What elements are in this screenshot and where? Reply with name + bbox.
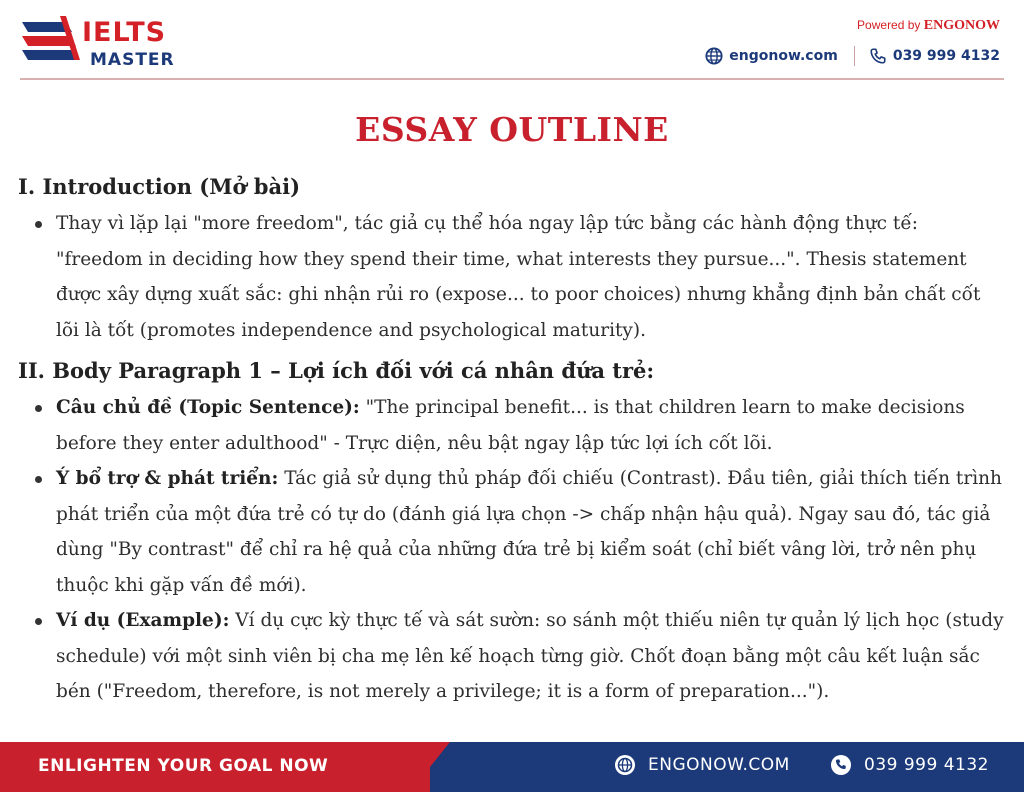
- list-item: [18, 461, 1008, 603]
- bullet-lead: Ví dụ (Example):: [56, 610, 230, 631]
- footer-phone-link[interactable]: 039 999 4132: [864, 755, 989, 775]
- outline-content: [18, 172, 1008, 718]
- bullet-text: Thay vì lặp lại "more freedom", tác giả cụ thể hóa ngay lập tức bằng các hành động thực tế: "freedom in deciding how they spend their time, what interests they pursue...". Thesis statement được xây dựng xuất sắc: ghi nhận rủi ro (expose... to poor choices) nhưng khẳng định bản chất cốt lõi là tốt (promotes independence and psychological maturity).: [56, 213, 981, 341]
- ielts-master-logo[interactable]: [20, 14, 190, 70]
- logo-text-top: IELTS: [82, 17, 167, 48]
- phone-icon: [869, 47, 887, 65]
- section-body-paragraph-1: [18, 356, 1008, 710]
- powered-by-label: [857, 18, 1000, 34]
- bullet-list: [18, 206, 1008, 348]
- footer-website[interactable]: [614, 754, 790, 776]
- logo-text-bottom: MASTER: [90, 50, 175, 70]
- globe-icon: [614, 754, 636, 776]
- bullet-text: Ví dụ cực kỳ thực tế và sát sườn: so sánh một thiếu niên tự quản lý lịch học (study schedule) với một sinh viên bị cha mẹ lên kế hoạch từng giờ. Chốt đoạn bằng một câu kết luận sắc bén ("Freedom, therefore, is not merely a privilege; it is a form of preparation...").: [56, 610, 1004, 702]
- footer-phone[interactable]: [830, 754, 989, 776]
- header-divider: [20, 78, 1004, 80]
- bullet-text: Tác giả sử dụng thủ pháp đối chiếu (Contrast). Đầu tiên, giải thích tiến trình phát triển của một đứa trẻ có tự do (đánh giá lựa chọn -> chấp nhận hậu quả). Ngay sau đó, tác giả dùng "By contrast" để chỉ ra hệ quả của những đứa trẻ bị kiểm soát (chỉ biết vâng lời, trở nên phụ thuộc khi gặp vấn đề mới).: [56, 468, 1002, 596]
- list-item: [18, 390, 1008, 461]
- section-heading: II. Body Paragraph 1 – Lợi ích đối với cá nhân đứa trẻ:: [18, 358, 655, 383]
- bullet-lead: Câu chủ đề (Topic Sentence):: [56, 397, 360, 418]
- bullet-lead: Ý bổ trợ & phát triển:: [56, 468, 279, 489]
- phone-icon: [830, 754, 852, 776]
- footer-slogan: ENLIGHTEN YOUR GOAL NOW: [38, 756, 329, 776]
- footer-website-link[interactable]: ENGONOW.COM: [648, 755, 790, 775]
- globe-icon: [705, 47, 723, 65]
- list-item: [18, 603, 1008, 710]
- page-header: [0, 0, 1024, 80]
- section-heading: I. Introduction (Mở bài): [18, 174, 301, 199]
- header-website-link[interactable]: engonow.com: [729, 48, 838, 64]
- powered-by-prefix: Powered by: [857, 18, 921, 32]
- footer-red-band-edge: [410, 742, 450, 792]
- page-footer: [0, 742, 1024, 792]
- list-item: [18, 206, 1008, 348]
- bullet-text: "The principal benefit... is that children learn to make decisions before they enter adulthood" - Trực diện, nêu bật ngay lập tức lợi ích cốt lõi.: [56, 397, 965, 454]
- bullet-list: [18, 390, 1008, 710]
- header-contact-divider: [854, 46, 855, 66]
- ielts-master-logo-icon: [20, 14, 84, 70]
- header-phone-link[interactable]: 039 999 4132: [892, 48, 1000, 64]
- header-contacts: [705, 46, 1000, 66]
- page-title: ESSAY OUTLINE: [355, 110, 669, 149]
- section-introduction: [18, 172, 1008, 348]
- powered-by-brand[interactable]: ENGONOW: [923, 18, 1000, 33]
